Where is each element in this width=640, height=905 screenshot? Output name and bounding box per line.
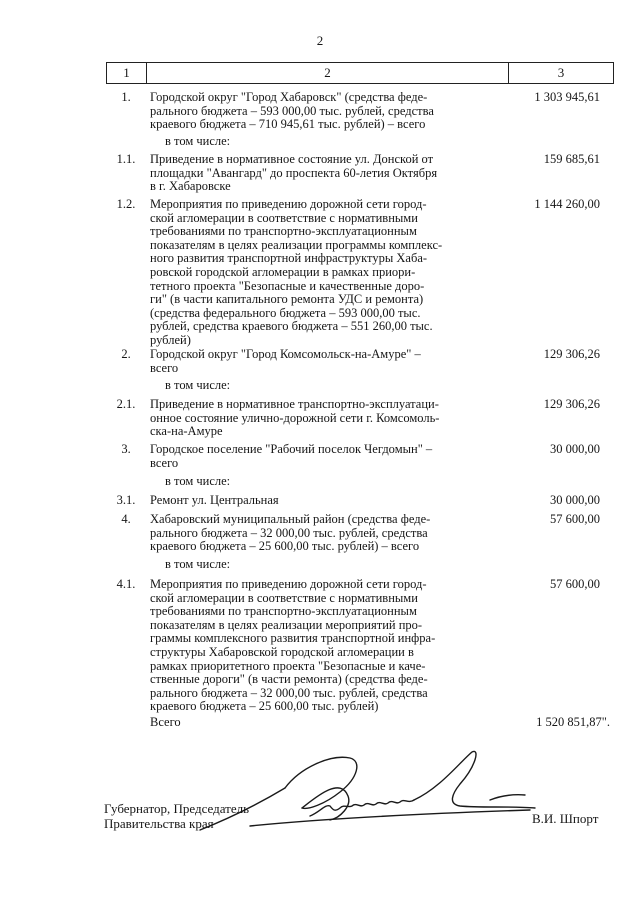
table-header bbox=[106, 62, 614, 84]
row-description bbox=[150, 398, 500, 439]
row-line: краевого бюджета – 25 600,00 тыс. рублей) bbox=[150, 699, 379, 714]
row-description bbox=[150, 578, 500, 714]
row-line: рального бюджета – 32 000,00 тыс. рублей, средства bbox=[150, 685, 428, 700]
page-number: 2 bbox=[316, 33, 324, 48]
row-line: рублей) bbox=[150, 332, 191, 347]
row-line: (средства федерального бюджета – 593 000,00 тыс. bbox=[150, 305, 421, 320]
row-amount: 30 000,00 bbox=[550, 493, 600, 507]
row-line: краевого бюджета – 25 600,00 тыс. рублей) – всего bbox=[150, 539, 420, 554]
row-line: ственные дороги" (в части ремонта) (средства феде- bbox=[150, 672, 428, 687]
row-number: 1.2. bbox=[116, 197, 136, 211]
row-line: тетного проекта "Безопасные и качественные доро- bbox=[150, 278, 425, 293]
row-line: рамках приоритетного проекта "Безопасные и каче- bbox=[150, 658, 426, 673]
row-number: 3. bbox=[121, 442, 131, 456]
row-line: ровской городской агломерации в рамках приори- bbox=[150, 264, 416, 279]
row-amount: 1 144 260,00 bbox=[534, 197, 600, 211]
row-line: структуры Хабаровской городской агломерации в bbox=[150, 644, 414, 659]
row-description bbox=[150, 153, 500, 194]
total-amount: 1 520 851,87". bbox=[536, 715, 610, 729]
header-col-2: 2 bbox=[147, 63, 509, 83]
row-line: Приведение в нормативное состояние ул. Донской от bbox=[150, 152, 434, 166]
row-line: ного развития транспортной инфраструктуры Хаба- bbox=[150, 251, 428, 266]
row-line: ги" (в части капитального ремонта УДС и ремонта) bbox=[150, 292, 424, 307]
row-amount: 57 600,00 bbox=[550, 577, 600, 591]
row-line: рального бюджета – 593 000,00 тыс. рублей, средства bbox=[150, 103, 434, 118]
row-description bbox=[150, 198, 500, 348]
row-number: 2.1. bbox=[116, 397, 136, 411]
subheading: в том числе: bbox=[165, 134, 231, 148]
row-line: требованиями по транспортно-эксплуатационным bbox=[150, 224, 417, 239]
row-description bbox=[150, 348, 500, 375]
total-label: Всего bbox=[150, 715, 181, 729]
row-description bbox=[150, 443, 500, 470]
row-line: в г. Хабаровске bbox=[150, 179, 231, 194]
row-line: всего bbox=[150, 360, 179, 375]
row-description bbox=[150, 91, 500, 132]
row-line: Хабаровский муниципальный район (средства феде- bbox=[150, 512, 431, 526]
row-description bbox=[150, 513, 500, 554]
header-col-1: 1 bbox=[107, 63, 147, 83]
row-line: Мероприятия по приведению дорожной сети город- bbox=[150, 197, 427, 211]
subheading: в том числе: bbox=[165, 474, 231, 488]
row-number: 1.1. bbox=[116, 152, 136, 166]
row-number: 1. bbox=[121, 90, 131, 104]
row-line: Городской округ "Город Хабаровск" (средства феде- bbox=[150, 90, 428, 104]
subheading: в том числе: bbox=[165, 557, 231, 571]
signatory-title-line: Правительства края bbox=[104, 816, 214, 831]
row-line: показателям в целях реализации мероприятий про- bbox=[150, 617, 423, 632]
row-line: всего bbox=[150, 455, 179, 470]
row-line: онное состояние улично-дорожной сети г. Комсомоль- bbox=[150, 410, 440, 425]
row-line: Приведение в нормативное транспортно-эксплуатаци- bbox=[150, 397, 439, 411]
row-line: показателям в целях реализации программы комплекс- bbox=[150, 237, 443, 252]
row-number: 3.1. bbox=[116, 493, 136, 507]
row-line: Городской округ "Город Комсомольск-на-Амуре" – bbox=[150, 347, 421, 361]
signatory-title-line: Губернатор, Председатель bbox=[104, 801, 250, 816]
row-line: рублей, средства краевого бюджета – 551 260,00 тыс. bbox=[150, 319, 433, 334]
row-line: ской агломерации в соответствие с нормативными bbox=[150, 210, 418, 225]
row-amount: 30 000,00 bbox=[550, 442, 600, 456]
row-line: ской агломерации в соответствие с нормативными bbox=[150, 590, 418, 605]
row-line: Ремонт ул. Центральная bbox=[150, 493, 279, 507]
header-col-3: 3 bbox=[557, 65, 565, 80]
row-amount: 129 306,26 bbox=[543, 347, 600, 361]
row-amount: 129 306,26 bbox=[543, 397, 600, 411]
row-line: ска-на-Амуре bbox=[150, 424, 223, 439]
row-line: краевого бюджета – 710 945,61 тыс. рублей) – всего bbox=[150, 117, 426, 132]
row-number: 4.1. bbox=[116, 577, 136, 591]
row-line: рального бюджета – 32 000,00 тыс. рублей, средства bbox=[150, 525, 428, 540]
row-line: площадки "Авангард" до проспекта 60-летия Октября bbox=[150, 165, 438, 180]
row-line: требованиями по транспортно-эксплуатационным bbox=[150, 604, 417, 619]
row-description bbox=[150, 494, 500, 508]
subheading: в том числе: bbox=[165, 378, 231, 392]
row-number: 4. bbox=[121, 512, 131, 526]
signatory-title bbox=[104, 801, 249, 831]
row-number: 2. bbox=[121, 347, 131, 361]
row-amount: 1 303 945,61 bbox=[534, 90, 600, 104]
signatory-name: В.И. Шпорт bbox=[532, 811, 599, 826]
row-amount: 159 685,61 bbox=[543, 152, 600, 166]
row-line: граммы комплексного развития транспортной инфра- bbox=[150, 631, 436, 646]
row-line: Городское поселение "Рабочий поселок Чегдомын" – bbox=[150, 442, 433, 456]
row-line: Мероприятия по приведению дорожной сети город- bbox=[150, 577, 427, 591]
row-amount: 57 600,00 bbox=[550, 512, 600, 526]
